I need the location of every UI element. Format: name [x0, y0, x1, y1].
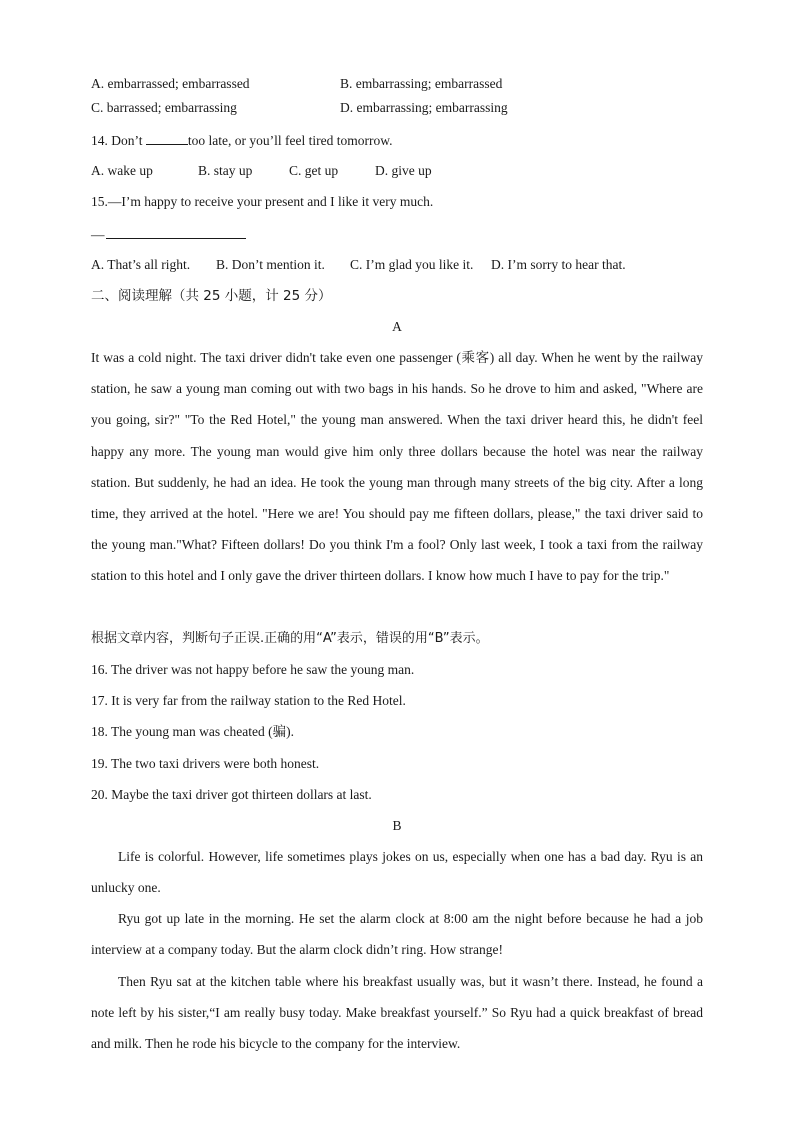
question-20: 20. Maybe the taxi driver got thirteen dollars at last. — [91, 787, 372, 802]
q13-option-d: D. embarrassing; embarrassing — [340, 100, 508, 115]
passage-b-paragraph-2: Ryu got up late in the morning. He set the alarm clock at 8:00 am the night before because he had a job interview at a company today. But the alarm clock didn’t ring. How strange! — [91, 911, 703, 958]
q15-option-b: B. Don’t mention it. — [216, 257, 325, 272]
q15-option-a: A. That’s all right. — [91, 257, 191, 272]
q14-stem-before: 14. Don’t — [91, 133, 146, 148]
passage-a-instruction: 根据文章内容，判断句子正误.正确的用“A”表示，错误的用“B”表示。 — [91, 631, 489, 646]
q15-response — [91, 225, 246, 244]
q13-option-a: A. embarrassed; embarrassed — [91, 76, 250, 91]
passage-a-title: A — [392, 319, 402, 334]
q14-blank[interactable] — [146, 131, 188, 145]
question-17: 17. It is very far from the railway station to the Red Hotel. — [91, 693, 406, 708]
passage-b-paragraph-3: Then Ryu sat at the kitchen table where his breakfast usually was, but it wasn’t there. Instead, he found a note left by his sister,“I am really busy today. Make breakfast yourself.” So Ryu had a quick breakfast of bread and milk. Then he rode his bicycle to the company for the interview. — [91, 974, 703, 1052]
q14-option-a: A. wake up — [91, 163, 153, 178]
passage-b-paragraph-1: Life is colorful. However, life sometimes plays jokes on us, especially when one has a bad day. Ryu is an unlucky one. — [91, 849, 703, 896]
q15-dash: — — [91, 227, 105, 242]
passage-b-title: B — [392, 818, 402, 833]
q13-option-b: B. embarrassing; embarrassed — [340, 76, 503, 91]
q14-stem — [91, 131, 392, 150]
section-heading: 二、阅读理解（共 25 小题，计 25 分） — [91, 288, 332, 304]
q15-answer-line[interactable] — [106, 225, 246, 239]
question-16: 16. The driver was not happy before he saw the young man. — [91, 662, 415, 677]
q15-option-d: D. I’m sorry to hear that. — [491, 257, 626, 272]
question-19: 19. The two taxi drivers were both honest. — [91, 756, 320, 771]
question-18: 18. The young man was cheated (骗). — [91, 724, 294, 739]
q13-option-c: C. barrassed; embarrassing — [91, 100, 237, 115]
q14-option-d: D. give up — [375, 163, 432, 178]
q14-stem-after: too late, or you’ll feel tired tomorrow. — [187, 133, 393, 148]
q14-option-b: B. stay up — [198, 163, 253, 178]
q15-option-c: C. I’m glad you like it. — [350, 257, 474, 272]
q15-stem: 15.—I’m happy to receive your present and I like it very much. — [91, 194, 434, 209]
q14-option-c: C. get up — [289, 163, 339, 178]
passage-a-text: It was a cold night. The taxi driver didn't take even one passenger (乘客) all day. When he went by the railway station, he saw a young man coming out with two bags in his hands. So he drove to him and asked, "Where are you going, sir?" "To the Red Hotel," the young man answered. When the taxi driver heard this, he didn't feel happy any more. The young man would give him only three dollars because the hotel was near the railway station. But suddenly, he had an idea. He took the young man through many streets of the big city. After a long time, they arrived at the hotel. "Here we are! You should pay me fifteen dollars, please," the taxi driver said to the young man."What? Fifteen dollars! Do you think I'm a fool? Only last week, I took a taxi from the railway station to this hotel and I only gave the driver thirteen dollars. I know how much I have to pay for the trip." — [91, 350, 703, 584]
